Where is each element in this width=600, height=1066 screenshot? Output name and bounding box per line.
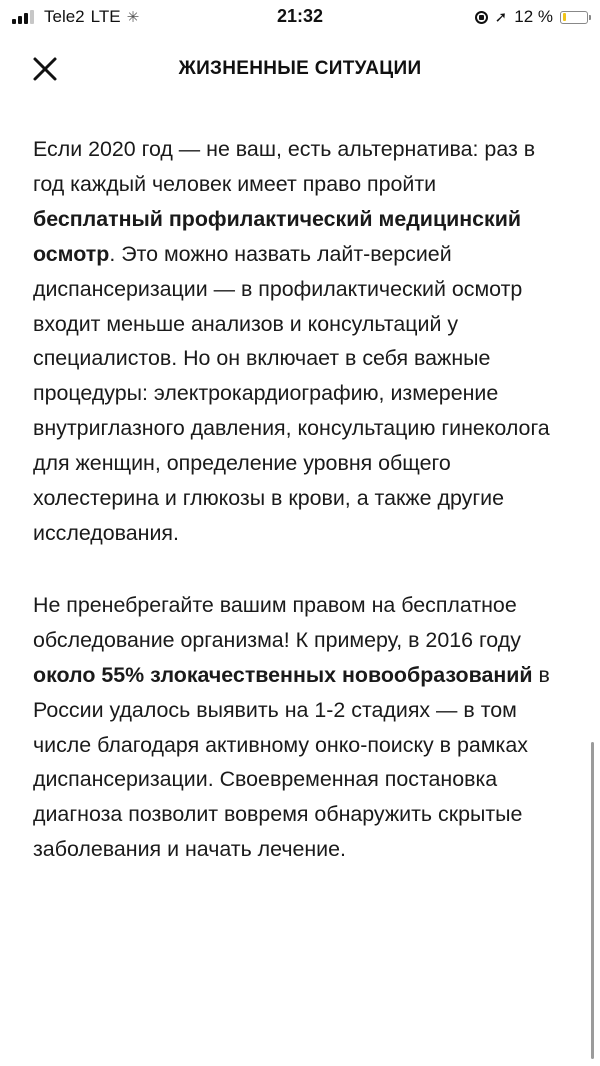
paragraph-2-bold-1: около 55% злокачественных новообразований: [33, 662, 533, 687]
carrier-name: Tele2: [44, 7, 85, 26]
article-paragraph-2: [33, 588, 568, 867]
loading-spinner-icon: ✳: [126, 9, 140, 26]
status-time: 21:32: [276, 6, 324, 26]
paragraph-2-text-1: Не пренебрегайте вашим правом на бесплатное обследование организма! К примеру, в 2016 году: [33, 592, 521, 652]
orientation-lock-icon: [475, 11, 488, 24]
paragraph-1-text-1: Если 2020 год — не ваш, есть альтернатива: раз в год каждый человек имеет право пройти: [33, 137, 536, 196]
article-body: [33, 132, 568, 904]
location-arrow-icon: ➚: [494, 9, 508, 26]
page-title: ЖИЗНЕННЫЕ СИТУАЦИИ: [178, 58, 422, 79]
header: [0, 46, 600, 92]
battery-percent: 12 %: [514, 7, 553, 26]
battery-icon: [560, 11, 588, 24]
paragraph-1-bold-1: бесплатный профилактический медицинский осмотр: [33, 206, 522, 266]
status-bar: [0, 0, 600, 34]
scrollbar[interactable]: [591, 742, 594, 1059]
battery-fill: [563, 13, 566, 21]
network-type: LTE: [90, 7, 121, 26]
article-paragraph-1: [33, 132, 568, 551]
paragraph-1-text-2: . Это можно назвать лайт-версией диспансеризации — в профилактический осмотр входит меньше анализов и консультаций у специалистов. Но он включает в себя важные процедуры: электрокардиографию, измерение внутриглазного давления, консультацию гинеколога для женщин, определение уровня общего холестерина и глюкозы в крови, а также другие исследования.: [33, 241, 550, 545]
status-bar-right: [475, 7, 588, 27]
paragraph-2-text-2: в России удалось выявить на 1-2 стадиях — в том числе благодаря активному онко-поиску в рамках диспансеризации. Своевременная постановка диагноза позволит вовремя обнаружить скрытые заболевания и начать лечение.: [33, 662, 550, 862]
